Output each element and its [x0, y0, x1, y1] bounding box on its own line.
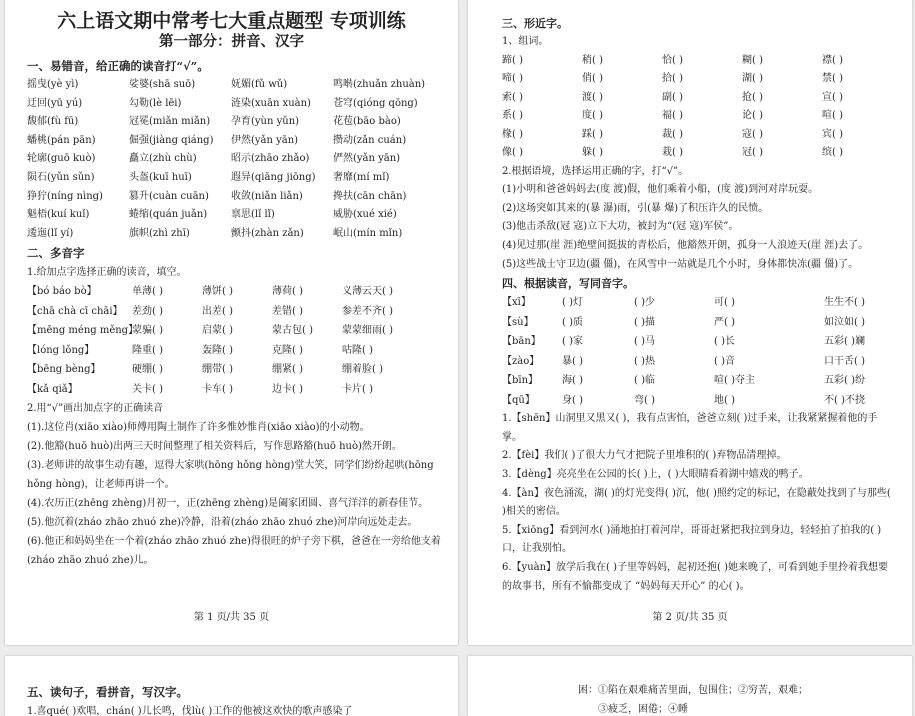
- question-text: 1、组词。: [502, 36, 549, 47]
- word-blank: 卡车( ): [202, 383, 233, 395]
- grid-item: 迂回(yū yú): [27, 97, 83, 109]
- word-blank: 轰隆( ): [202, 344, 233, 356]
- question-text: 2.用“√”画出加点字的正确读音: [27, 403, 164, 415]
- grid-item: 蟠桃(pán pān): [27, 134, 96, 146]
- word-blank: 差劲( ): [132, 305, 163, 317]
- word-blank: ( )家: [562, 336, 583, 348]
- pinyin-label: 【xī】: [502, 297, 531, 309]
- grid-item: 恰( ): [662, 54, 683, 66]
- exercise-paragraph: (3).老师讲的故事生动有趣，逗得大家哄(hōng hǒng hòng)堂大笑，同学们纷纷起哄(hōng hǒng hòng)，让老师再讲一个。: [27, 460, 434, 491]
- word-blank: 五彩( )纷: [824, 375, 865, 387]
- word-blank: 五彩( )斓: [824, 336, 865, 348]
- word-blank: 如泣如( ): [824, 316, 865, 328]
- grid-item: 涟染(xuān xuàn): [231, 97, 311, 109]
- page-3: [5, 656, 458, 716]
- grid-item: 抢( ): [742, 91, 763, 103]
- exercise-paragraph: (2)这场突如其来的(暴 瀑)雨，引(暴 爆)了积压许久的民愤。: [502, 202, 769, 214]
- grid-item: 啼( ): [502, 73, 523, 85]
- exercise-paragraph: 5.【xiōng】看到河水( )涌地拍打着河岸，哥哥赶紧把我拉到身边，轻轻拍了拍我的( )口，让我别怕。: [502, 524, 882, 555]
- definition-line: ③疲乏，困倦；④睡: [598, 703, 688, 715]
- exercise-paragraph: (1)小明和爸爸妈妈去(度 渡)假，他们乘着小船，(度 渡)到河对岸玩耍。: [502, 184, 819, 196]
- grid-item: 遐异(qiāng jiōng): [231, 171, 316, 183]
- word-blank: 薄荷( ): [272, 286, 303, 298]
- homophone-row: [468, 293, 912, 313]
- pinyin-label: 【zào】: [502, 355, 540, 367]
- pinyin-options: 【bēng bèng】: [27, 364, 101, 376]
- grid-item: 俨然(yǎn yān): [333, 153, 401, 165]
- grid-item: 孕育(yùn yǔn): [231, 116, 300, 128]
- word-blank: 蒙骗( ): [132, 325, 163, 337]
- section-3-heading: 三、形近字。: [502, 17, 568, 30]
- grid-item: 岷山(mín mǐn): [333, 227, 403, 239]
- pinyin-label: 【bān】: [502, 336, 541, 348]
- exercise-paragraph: 2.【fèi】我们( )了很大力气才把院子里堆积的( )弃物品清理掉。: [502, 450, 787, 462]
- word-blank: 弯( ): [634, 394, 655, 406]
- word-blank: 不( )不挠: [824, 394, 865, 406]
- grid-item: 度( ): [582, 110, 603, 122]
- grid-item: 湖( ): [742, 73, 763, 85]
- grid-item: 娑婆(shā suō): [129, 79, 196, 90]
- document-subtitle: 第一部分：拼音、汉字: [159, 33, 304, 50]
- word-blank: ( )少: [634, 297, 655, 309]
- pinyin-label: 【qū】: [502, 394, 535, 406]
- word-blank: ( )质: [562, 316, 583, 328]
- word-blank: 口干舌( ): [824, 355, 865, 367]
- grid-item: 踩( ): [582, 128, 603, 140]
- word-blank: 卡片( ): [342, 383, 373, 395]
- word-blank: 启蒙( ): [202, 325, 233, 337]
- exercise-paragraph: 3.【dèng】亮亮坐在公园的长( )上，( )大眼睛看着湖中嬉戏的鸭子。: [502, 468, 809, 480]
- word-blank: 暴( ): [562, 355, 583, 367]
- grid-item: 宣( ): [822, 91, 843, 103]
- word-blank: 硬绷( ): [132, 364, 163, 376]
- grid-item: 禀思(lǐ lǐ): [231, 209, 275, 221]
- grid-item: 狰狞(níng nìng): [27, 190, 103, 202]
- page-number: 第 1 页/共 35 页: [193, 612, 270, 623]
- grid-item: 收敛(niǎn liǎn): [231, 190, 303, 202]
- grid-item: 襟( ): [822, 54, 843, 66]
- word-blank: 绷着脸( ): [342, 364, 383, 376]
- grid-item: 魁梧(kuí kuǐ): [27, 209, 90, 221]
- section-1-heading: 一、易错音，给正确的读音打“√”。: [27, 59, 209, 73]
- grid-item: 禁( ): [822, 73, 843, 85]
- exercise-paragraph: 1.【shēn】山洞里又黑又( )，我有点害怕，爸爸立刻( )过手来，让我紧紧握着他的手掌。: [502, 413, 878, 443]
- exercise-paragraph: (4).农历正(zhēng zhèng)月初一，正(zhēng zhèng)是阖家团圆、喜气洋洋的新春佳节。: [27, 498, 429, 510]
- word-blank: 隆重( ): [132, 344, 163, 356]
- grid-item: 栽( ): [662, 147, 683, 159]
- pinyin-options: 【bó báo bò】: [27, 286, 97, 298]
- grid-item: 昭示(zhāo zhǎo): [231, 153, 310, 165]
- page-number: 第 2 页/共 35 页: [652, 612, 728, 623]
- grid-item: 勾勒(lè lēi): [129, 97, 182, 109]
- definition-line: 困：①陷在艰难痛苦里面，包围住；②穷苦，艰难；: [578, 685, 808, 696]
- word-blank: 边卡( ): [272, 383, 303, 395]
- pinyin-label: 【sù】: [502, 316, 534, 328]
- word-blank: 出差( ): [202, 305, 233, 317]
- page-1: [5, 0, 458, 645]
- grid-item: 搀扶(cān chān): [333, 190, 407, 202]
- grid-item: 糊( ): [742, 54, 763, 66]
- grid-item: 裁( ): [662, 128, 683, 140]
- grid-item: 倔强(jiàng qiáng): [129, 134, 214, 146]
- homophone-row: [468, 391, 912, 411]
- word-blank: 关卡( ): [132, 383, 163, 395]
- exercise-paragraph: 6.【yuàn】放学后我在( )子里等妈妈，起初还抱( )她来晚了，可看到她手里拎着我想要的故事书，所有不愉都变成了 “妈妈每天开心” 的心( )。: [502, 561, 888, 592]
- word-blank: ( )描: [634, 316, 655, 328]
- grid-item: 篡升(cuàn cuān): [129, 190, 209, 202]
- grid-item: 蜷缩(quán juǎn): [129, 209, 208, 221]
- exercise-paragraph: (2).他豁(huō huò)出两三天时间整理了相关资料后，写作思路豁(huō huò)然开朗。: [27, 441, 402, 453]
- grid-item: 冠冕(miǎn miǎn): [129, 116, 211, 128]
- pinyin-options: 【chā chà cī chāi】: [27, 305, 123, 317]
- grid-item: 伊然(yǎn yān): [231, 134, 299, 146]
- word-blank: 单薄( ): [132, 286, 163, 298]
- grid-item: 索( ): [502, 91, 523, 103]
- word-blank: ( )灯: [562, 297, 583, 309]
- homophone-row: [468, 332, 912, 352]
- homophone-row: [468, 313, 912, 333]
- polyphone-row: [5, 321, 458, 341]
- grid-item: 馥郁(fù fū): [27, 116, 79, 128]
- polyphone-row: [5, 380, 458, 400]
- grid-item: 拾( ): [662, 73, 683, 85]
- exercise-paragraph: (5)这些战士守卫边(疆 僵)，在风雪中一站就是几个小时，身体都快冻(疆 僵)了。: [502, 258, 859, 270]
- polyphone-row: [5, 302, 458, 322]
- exercise-paragraph: (3)他击杀敌(冠 寇)立下大功，被封为“(冠 寇)军侯”。: [502, 221, 739, 233]
- page-2: [468, 0, 912, 645]
- grid-item: 躲( ): [582, 147, 603, 159]
- grid-item: 矗立(zhù chù): [129, 153, 197, 165]
- word-blank: ( )临: [634, 375, 655, 387]
- word-blank: 生生不( ): [824, 297, 865, 309]
- grid-item: 寇( ): [742, 128, 763, 140]
- grid-item: 颤抖(zhàn zǎn): [231, 227, 304, 239]
- word-blank: 克隆( ): [272, 344, 303, 356]
- word-blank: 海( ): [562, 375, 583, 387]
- grid-item: 陨石(yǔn sǔn): [27, 171, 95, 183]
- grid-item: 攒动(zǎn cuán): [333, 134, 407, 146]
- grid-item: 鸣啭(zhuǎn zhuàn): [333, 79, 426, 90]
- word-blank: 蒙古包( ): [272, 325, 313, 337]
- grid-item: 论( ): [742, 110, 763, 122]
- exercise-paragraph: 1.喜qué( )欢唱，chán( )儿长鸣，伐lù( )工作的他被这欢快的歌声感染了: [27, 706, 353, 716]
- grid-item: 奢靡(mí mǐ): [333, 171, 390, 183]
- grid-item: 旗帜(zhì zhī): [129, 227, 190, 239]
- grid-item: 头盔(kuī huī): [129, 171, 192, 183]
- polyphone-row: [5, 360, 458, 380]
- grid-item: 威胁(xué xié): [333, 209, 397, 221]
- word-blank: 绷带( ): [202, 364, 233, 376]
- section-2-heading: 二、多音字: [27, 246, 85, 261]
- grid-item: 系( ): [502, 110, 523, 122]
- grid-item: 俏( ): [582, 73, 603, 85]
- exercise-paragraph: 4.【àn】夜色涌流，湖( )的灯光变得( )沉，他( )照约定的标记，在隐蔽处找到了与那些( )相关的密信。: [502, 487, 891, 518]
- word-blank: 地( ): [714, 394, 735, 406]
- homophone-row: [468, 352, 912, 372]
- grid-item: 轮廓(guō kuò): [27, 153, 96, 165]
- homophone-row: [468, 371, 912, 391]
- exercise-paragraph: (6).他正和妈妈坐在一个着(zháo zhāo zhuó zhe)得很旺的炉子旁下棋，爸爸在一旁给他支着(zháo zhāo zhuó zhe)儿。: [27, 536, 441, 567]
- word-blank: 薄饼( ): [202, 286, 233, 298]
- grid-item: 渡( ): [582, 91, 603, 103]
- exercise-paragraph: (5).他沉着(zháo zhāo zhuó zhe)冷静，沿着(zháo zhāo zhuó zhe)河岸向远处走去。: [27, 517, 418, 529]
- grid-item: 副( ): [662, 91, 683, 103]
- grid-item: 摇曳(yè yì): [27, 79, 79, 90]
- grid-item: 喧( ): [822, 110, 843, 122]
- section-4-heading: 四、根据读音，写同音字。: [502, 277, 634, 291]
- word-group-grid: [468, 52, 912, 163]
- grid-item: 福( ): [662, 110, 683, 122]
- page-4: [468, 656, 912, 716]
- grid-item: 像( ): [502, 147, 523, 159]
- pinyin-options: 【mēng méng měng】: [27, 325, 139, 337]
- word-blank: 绷紧( ): [272, 364, 303, 376]
- pinyin-label: 【bīn】: [502, 375, 539, 387]
- word-blank: 身( ): [562, 394, 583, 406]
- word-blank: ( )热: [634, 355, 655, 367]
- word-blank: 义薄云天( ): [342, 286, 393, 298]
- word-blank: ( )马: [634, 336, 655, 348]
- word-blank: 可( ): [714, 297, 735, 309]
- grid-item: 逶迤(lǐ yí): [27, 227, 74, 239]
- grid-item: 蹄( ): [502, 54, 523, 66]
- word-blank: 参差不齐( ): [342, 305, 393, 317]
- document-title: 六上语文期中常考七大重点题型 专项训练: [57, 10, 406, 32]
- word-blank: 蒙蒙细雨( ): [342, 325, 393, 337]
- word-blank: 喧( )夺主: [714, 375, 755, 387]
- grid-item: 妩媚(fǔ wǔ): [231, 79, 288, 90]
- exercise-paragraph: (1).这位肖(xiāo xiào)师傅用陶土制作了许多惟妙惟肖(xiāo xiào)的小动物。: [27, 422, 370, 434]
- polyphone-row: [5, 341, 458, 361]
- question-text: 1.给加点字选择正确的读音，填空。: [27, 267, 187, 279]
- pinyin-options: 【lóng lǒng】: [27, 344, 95, 356]
- grid-item: 花苞(bāo bào): [333, 116, 401, 128]
- grid-item: 缤( ): [822, 147, 843, 159]
- pinyin-choice-grid: [5, 76, 458, 243]
- pinyin-options: 【kǎ qiǎ】: [27, 383, 78, 395]
- word-blank: ( )音: [714, 355, 735, 367]
- word-blank: 差错( ): [272, 305, 303, 317]
- grid-item: 椽( ): [502, 128, 523, 140]
- question-text: 2.根据语境，选择运用正确的字，打“√”。: [502, 165, 689, 177]
- grid-item: 苍穹(qióng qōng): [333, 97, 418, 109]
- polyphone-row: [5, 282, 458, 302]
- word-blank: ( )长: [714, 336, 735, 348]
- grid-item: 宾( ): [822, 128, 843, 140]
- grid-item: 稍( ): [582, 54, 603, 66]
- section-5-heading: 五、读句子，看拼音，写汉字。: [27, 685, 188, 699]
- word-blank: 严( ): [714, 316, 735, 328]
- exercise-paragraph: (4)见过那(崖 涯)绝壁间挺拔的青松后，他豁然开朗，孤身一人浪迹天(崖 涯)去了。: [502, 239, 869, 251]
- word-blank: 咕隆( ): [342, 344, 373, 356]
- grid-item: 冠( ): [742, 147, 763, 159]
